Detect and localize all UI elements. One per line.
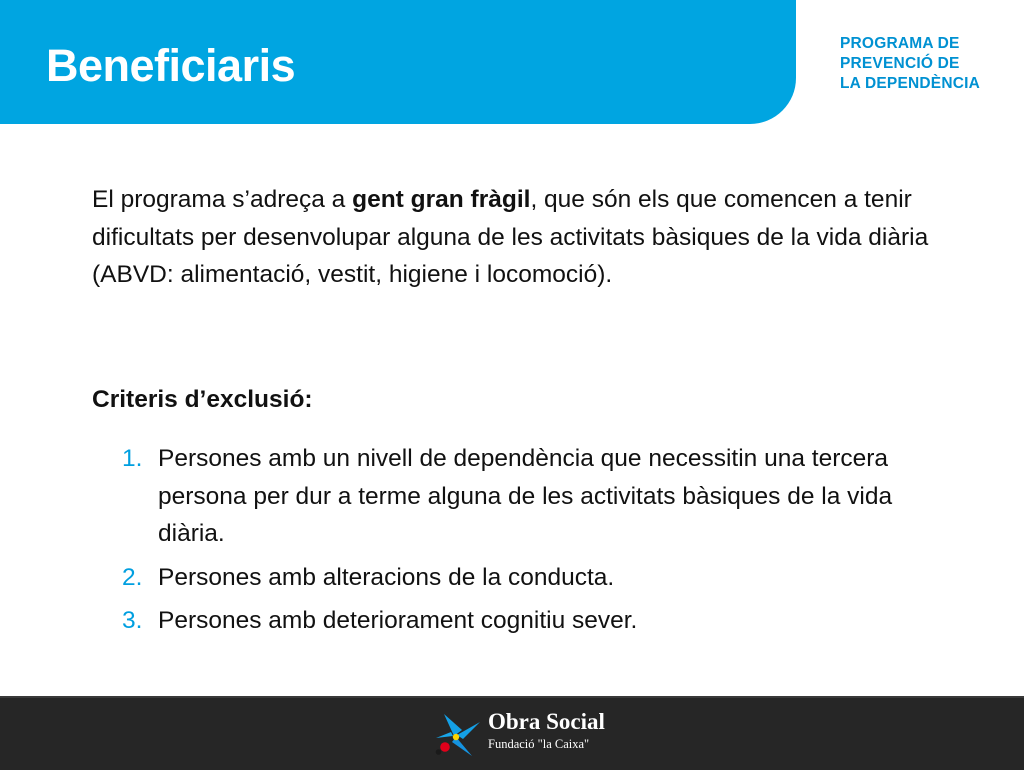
criteria-item — [92, 602, 952, 640]
criteria-list — [92, 440, 952, 646]
criteria-item — [92, 559, 952, 597]
slide-title: Beneficiaris — [46, 40, 296, 91]
intro-emphasis: gent gran fràgil — [352, 186, 531, 213]
header-band — [0, 0, 796, 124]
la-caixa-star-icon — [432, 712, 482, 758]
criteria-number: 3. — [122, 607, 143, 634]
program-logo-line-1: PROGRAMA DE — [840, 35, 960, 52]
criteria-text: Persones amb alteracions de la conducta. — [158, 563, 615, 591]
intro-text-start: El programa s’adreça a — [92, 186, 353, 213]
slide-content — [92, 181, 952, 294]
criteria-text: Persones amb un nivell de dependència que necessitin una tercera persona per dur a terme alguna de les activitats bàsiques de la vida diària. — [158, 445, 893, 547]
intro-text-end: , que són els que comencen a tenir dificultats per desenvolupar alguna de les activitats bàsiques de la vida diària (ABVD: alimentació, vestit, higiene i locomoció). — [92, 186, 929, 288]
program-logo — [840, 34, 1010, 94]
program-logo-line-2: PREVENCIÓ DE — [840, 55, 960, 72]
criteria-text: Persones amb deteriorament cognitiu sever. — [158, 607, 638, 634]
criteria-number: 1. — [122, 445, 143, 472]
foundation-logo-line-1: Obra Social — [488, 709, 605, 734]
foundation-logo — [432, 708, 612, 756]
criteria-item — [92, 440, 952, 553]
intro-paragraph — [92, 181, 952, 294]
foundation-logo-text — [488, 709, 605, 752]
foundation-logo-line-2: Fundació "la Caixa" — [488, 737, 590, 751]
criteria-heading: Criteris d’exclusió: — [92, 386, 313, 413]
program-logo-line-3: LA DEPENDÈNCIA — [840, 75, 981, 92]
criteria-number: 2. — [122, 563, 143, 591]
